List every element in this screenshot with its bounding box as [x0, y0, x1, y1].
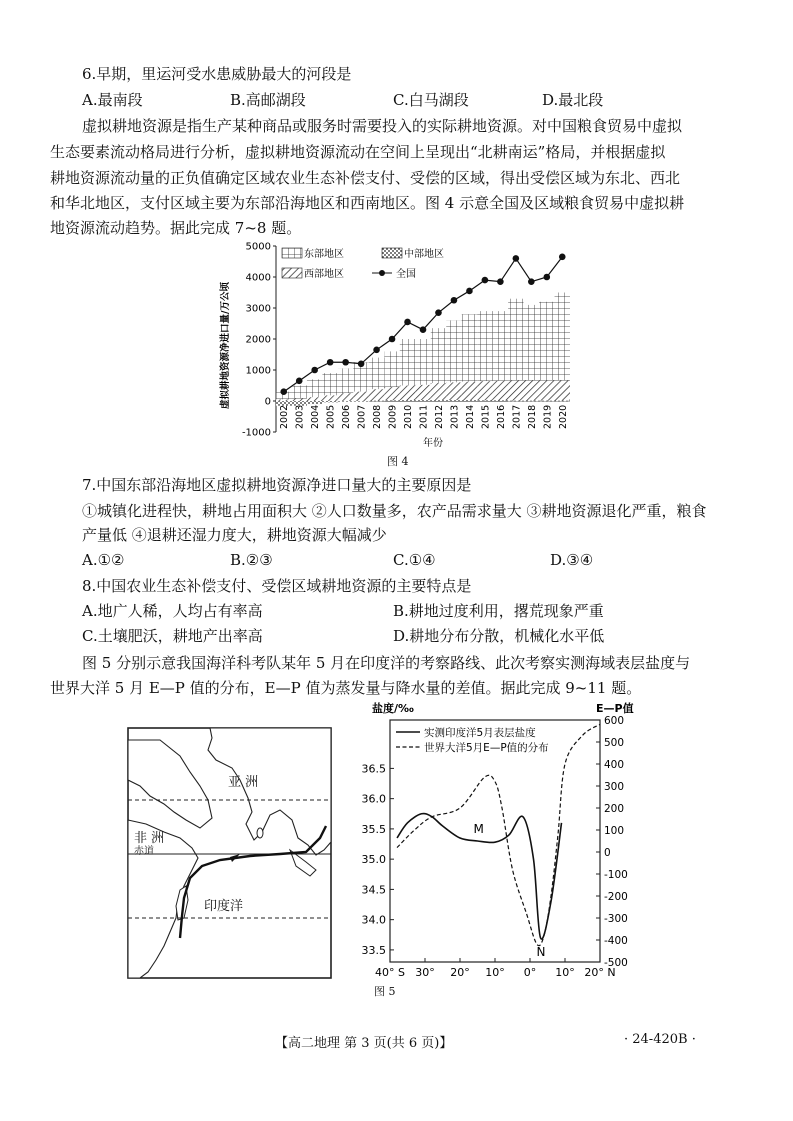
y2-tick-label: -100	[604, 869, 628, 881]
bar-central-2004	[307, 401, 322, 404]
legend-swatch	[282, 248, 302, 258]
bar-central-2007	[353, 401, 368, 402]
y-tick-label: 0	[264, 396, 271, 408]
passage2-line: 图 5 分别示意我国海洋科考队某年 5 月在印度洋的考察路线、此次考察实测海域表层盐度与	[82, 654, 691, 672]
bar-east-2005	[322, 373, 337, 395]
x-tick-label: 2019	[542, 404, 554, 429]
y2-tick-label: 100	[604, 825, 625, 837]
bar-central-2015	[477, 400, 492, 401]
legend-label: 中部地区	[404, 249, 444, 260]
bar-west-2015	[477, 381, 492, 401]
bar-west-2006	[338, 393, 353, 401]
label-africa: 非 洲	[134, 831, 165, 846]
q8-option-c[interactable]: C.土壤肥沃，耕地产出率高	[82, 627, 263, 645]
bar-east-2017	[508, 299, 523, 381]
y2-tick-label: -300	[604, 913, 628, 925]
bar-central-2020	[555, 401, 570, 402]
y2-tick-label: 400	[604, 759, 625, 771]
bar-east-2008	[369, 358, 384, 390]
y-tick-label: 33.5	[361, 943, 386, 957]
x-tick-label: 20°	[450, 966, 470, 979]
y2-tick-label: -200	[604, 891, 628, 903]
y-tick-label: 2000	[245, 334, 271, 346]
bar-east-2016	[493, 311, 508, 381]
bar-east-2006	[338, 368, 353, 393]
y2-tick-label: 600	[604, 715, 625, 727]
y-axis-title: 虚拟耕地资源净进口量/万公顷	[220, 282, 231, 409]
x-tick-label: 2008	[372, 404, 384, 429]
x-tick-label: 2017	[511, 404, 523, 429]
bar-central-2008	[369, 401, 384, 402]
bar-west-2002	[276, 399, 291, 401]
bar-east-2013	[446, 320, 461, 382]
bar-central-2010	[400, 400, 415, 401]
bar-west-2008	[369, 389, 384, 401]
national-point-2016	[497, 278, 504, 285]
y2-tick-label: 500	[604, 737, 625, 749]
bar-central-2012	[431, 400, 446, 401]
annotation-m: M	[473, 822, 484, 836]
national-point-2013	[451, 297, 458, 304]
y2-tick-label: 300	[604, 781, 625, 793]
bar-west-2005	[322, 395, 337, 401]
label-asia: 亚 洲	[228, 775, 259, 790]
national-point-2008	[373, 347, 380, 354]
figure-5-chart	[338, 700, 643, 980]
q7-stem: 7.中国东部沿海地区虚拟耕地资源净进口量大的主要原因是	[82, 476, 472, 494]
bar-east-2020	[555, 293, 570, 381]
bar-central-2017	[508, 401, 523, 402]
bar-west-2014	[462, 382, 477, 401]
y2-axis-title: E—P值	[596, 702, 634, 715]
national-point-2014	[466, 288, 473, 295]
x-tick-label: 2004	[310, 404, 322, 429]
q7-statements: 产量低 ④退耕还湿力度大，耕地资源大幅减少	[82, 526, 387, 544]
passage2-line: 世界大洋 5 月 E—P 值的分布，E—P 值为蒸发量与降水量的差值。据此完成 9~11 题。	[50, 679, 642, 697]
y-tick-label: -1000	[241, 427, 271, 439]
x-tick-label: 2020	[557, 404, 569, 429]
x-tick-label: 10°	[485, 966, 505, 979]
x-tick-label: 2012	[433, 404, 445, 429]
sri-lanka-island	[257, 828, 263, 838]
y-tick-label: 34.0	[361, 913, 386, 927]
bar-east-2019	[539, 302, 554, 381]
passage1-line: 和华北地区，支付区域主要为东部沿海地区和西南地区。图 4 示意全国及区域粮食贸易中虚拟耕	[50, 194, 685, 212]
legend-label: 东部地区	[304, 249, 344, 260]
legend-swatch	[282, 268, 302, 278]
bar-east-2018	[524, 305, 539, 381]
bar-west-2007	[353, 392, 368, 401]
y-tick-label: 1000	[245, 365, 271, 377]
bar-east-2011	[415, 339, 430, 385]
bar-central-2006	[338, 401, 353, 402]
passage1-line: 耕地资源流动量的正负值确定区域农业生态补偿支付、受偿的区域，得出受偿区域为东北、西北	[50, 169, 681, 187]
bar-central-2018	[524, 401, 539, 402]
bar-west-2010	[400, 386, 415, 402]
bar-west-2017	[508, 381, 523, 401]
bar-central-2014	[462, 400, 477, 401]
indian-ocean-map	[120, 720, 340, 985]
legend-point-swatch	[379, 270, 385, 276]
y2-tick-label: 0	[604, 847, 611, 859]
legend-label: 世界大洋5月E—P值的分布	[424, 742, 549, 754]
figure-4-caption: 图 4	[387, 455, 409, 468]
national-point-2009	[389, 336, 396, 343]
x-tick-label: 2003	[294, 404, 306, 429]
x-tick-label: 10°	[555, 966, 575, 979]
national-point-2003	[296, 378, 303, 385]
passage1-line: 虚拟耕地资源是指生产某种商品或服务时需要投入的实际耕地资源。对中国粮食贸易中虚拟	[82, 117, 683, 135]
national-point-2015	[482, 277, 489, 284]
label-indian-ocean: 印度洋	[204, 899, 244, 914]
bar-west-2018	[524, 381, 539, 401]
q7-option-b[interactable]: B.②③	[230, 551, 273, 569]
q6-option-c[interactable]: C.白马湖段	[393, 91, 469, 109]
bar-central-2005	[322, 401, 337, 403]
q8-option-b[interactable]: B.耕地过度利用，撂荒现象严重	[393, 602, 604, 620]
national-point-2012	[435, 309, 442, 316]
national-point-2002	[280, 388, 287, 395]
figure-5-caption: 图 5	[374, 985, 396, 998]
legend-label: 西部地区	[304, 269, 344, 280]
y-tick-label: 36.5	[361, 762, 386, 776]
x-tick-label: 2009	[387, 404, 399, 429]
national-point-2017	[513, 255, 520, 262]
x-tick-label: 2011	[418, 404, 430, 429]
footer-code: · 24-420B ·	[624, 1032, 696, 1047]
bar-west-2011	[415, 385, 430, 401]
legend-label: 实测印度洋5月表层盐度	[424, 727, 536, 739]
bar-west-2016	[493, 381, 508, 401]
x-tick-label: 40° S	[375, 966, 405, 979]
bar-east-2010	[400, 339, 415, 386]
footer-page-info: 【高二地理 第 3 页(共 6 页)】	[275, 1036, 453, 1051]
y-tick-label: 36.0	[361, 792, 386, 806]
bar-west-2020	[555, 381, 570, 401]
figure-4-chart	[210, 236, 590, 461]
bar-central-2019	[539, 401, 554, 402]
x-tick-label: 2013	[449, 404, 461, 429]
y-tick-label: 34.5	[361, 883, 386, 897]
q7-option-d[interactable]: D.③④	[550, 551, 594, 569]
national-point-2020	[559, 254, 566, 261]
x-tick-label: 2014	[464, 404, 476, 429]
passage1-line: 地资源流动趋势。据此完成 7~8 题。	[50, 219, 302, 237]
q8-option-d[interactable]: D.耕地分布分散，机械化水平低	[393, 627, 605, 645]
bar-west-2009	[384, 387, 399, 401]
q7-option-c[interactable]: C.①④	[393, 551, 436, 569]
x-tick-label: 2015	[480, 404, 492, 429]
legend-swatch	[382, 248, 402, 258]
x-tick-label: 2010	[403, 404, 415, 429]
y-tick-label: 5000	[245, 241, 271, 253]
x-tick-label: 20° N	[584, 966, 616, 979]
q6-option-a[interactable]: A.最南段	[82, 91, 143, 109]
legend-label: 全国	[396, 269, 416, 280]
national-point-2004	[311, 367, 318, 374]
x-tick-label: 2002	[279, 404, 291, 429]
y2-tick-label: -500	[604, 957, 628, 969]
bar-east-2004	[307, 379, 322, 397]
bar-east-2015	[477, 311, 492, 381]
bar-central-2009	[384, 400, 399, 401]
y-tick-label: 35.5	[361, 822, 386, 836]
national-point-2011	[420, 326, 427, 333]
q6-option-d[interactable]: D.最北段	[542, 91, 604, 109]
q8-option-a[interactable]: A.地广人稀，人均占有率高	[82, 602, 263, 620]
national-point-2010	[404, 319, 411, 326]
x-tick-label: 2006	[341, 404, 353, 429]
q7-option-a[interactable]: A.①②	[82, 551, 125, 569]
plot-frame	[390, 720, 600, 962]
annotation-n: N	[536, 944, 546, 959]
bar-west-2003	[291, 399, 306, 401]
bar-west-2012	[431, 383, 446, 401]
bar-central-2016	[493, 400, 508, 401]
x-tick-label: 2005	[325, 404, 337, 429]
x-tick-label: 30°	[415, 966, 435, 979]
bar-east-2009	[384, 351, 399, 387]
x-tick-label: 2007	[356, 404, 368, 429]
passage1-line: 生态要素流动格局进行分析，虚拟耕地资源流动在空间上呈现出“北耕南运”格局，并根据虚拟	[50, 143, 666, 161]
x-tick-label: 0°	[523, 966, 537, 979]
bar-east-2014	[462, 314, 477, 382]
q8-stem: 8.中国农业生态补偿支付、受偿区域耕地资源的主要特点是	[82, 577, 472, 595]
y-tick-label: 3000	[245, 303, 271, 315]
national-point-2006	[342, 359, 349, 366]
q6-stem: 6.早期，里运河受水患威胁最大的河段是	[82, 65, 352, 83]
bar-west-2004	[307, 397, 322, 401]
national-point-2007	[358, 361, 365, 368]
bar-west-2013	[446, 382, 461, 401]
ep-value-line	[397, 724, 600, 945]
national-point-2005	[327, 359, 334, 366]
national-point-2019	[543, 274, 550, 281]
y2-tick-label: -400	[604, 935, 628, 947]
x-axis-title: 年份	[423, 438, 443, 449]
y-axis-title: 盐度/‰	[372, 702, 414, 715]
bar-west-2019	[539, 381, 554, 401]
x-tick-label: 2018	[526, 404, 538, 429]
bar-east-2003	[291, 386, 306, 399]
national-point-2018	[528, 278, 535, 285]
q6-option-b[interactable]: B.高邮湖段	[230, 91, 306, 109]
y-tick-label: 4000	[245, 272, 271, 284]
bar-east-2012	[431, 328, 446, 383]
y-tick-label: 35.0	[361, 853, 386, 867]
y2-tick-label: 200	[604, 803, 625, 815]
q7-statements: ①城镇化进程快，耕地占用面积大 ②人口数量多，农产品需求量大 ③耕地资源退化严重，粮食	[82, 502, 707, 520]
x-tick-label: 2016	[495, 404, 507, 429]
bar-central-2011	[415, 400, 430, 401]
label-equator: 赤道	[134, 846, 154, 857]
bar-central-2013	[446, 400, 461, 401]
